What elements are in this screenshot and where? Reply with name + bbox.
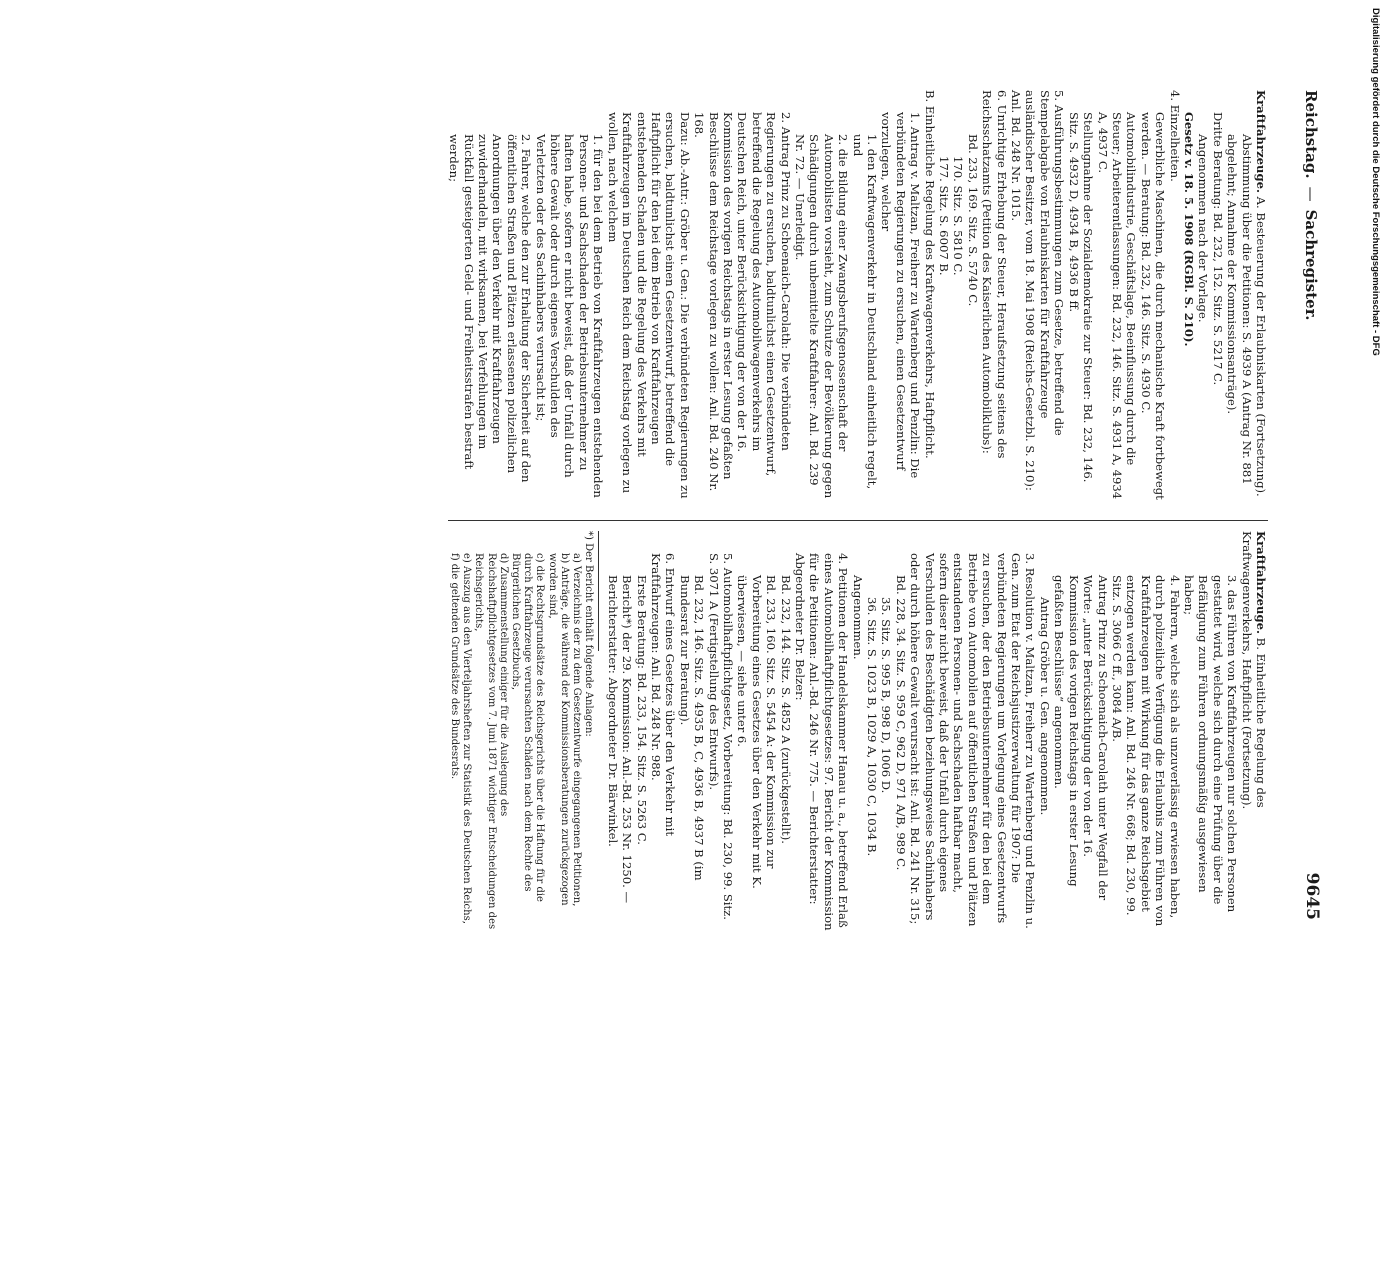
paragraph-text: Gewerbliche Maschinen, die durch mechanische Kraft fortbewegt werden. — Beratung: Bd. 232, 146. Sitz. S. 4930 C. <box>1138 112 1168 500</box>
col2-paragraph <box>735 531 778 931</box>
col2-paragraph <box>605 531 634 931</box>
text-column-left <box>447 90 1268 500</box>
col2-paragraph <box>649 531 678 931</box>
text-column-right-body <box>605 531 1268 931</box>
footnote-item: e) Auszug aus den Vierteljahrsheften zur Statistik des Deutschen Reichs, <box>461 553 473 924</box>
paragraph-text: 4. Einzelheiten. <box>1167 90 1182 182</box>
paragraph-text: 1. den Kraftwagenverkehr in Deutschland einheitlich regelt, und <box>850 134 880 490</box>
col1-paragraph <box>951 90 965 500</box>
paragraph-text: Bd. 232, 144. Sitz. S. 4852 A (zurückgestellt). <box>778 575 793 844</box>
paragraph-text: Antrag Gröber u. Gen. angenommen. <box>1037 597 1052 816</box>
col2-paragraph <box>706 531 735 931</box>
col1-paragraph <box>937 90 951 500</box>
col2-paragraph <box>1239 531 1268 931</box>
paragraph-text: 5. Automobilhaftpflichtgesetz, Vorbereitung: Bd. 230, 99. Sitz. S. 3071 A (Fertigstellung des Entwurfs). <box>706 553 735 920</box>
paragraph-text: Bd. 233, 169. Sitz. S. 5740 C. <box>965 134 980 307</box>
paragraph-text: 2. die Bildung einer Zwangsberufsgenossenschaft der Automobilisten vorsieht, zum Schutze der Bevölkerung gegen Schädigungen durch unbemittelte Kraftfahrer: Anl. Bd. 239 Nr. 72. — Unerledigt. <box>793 134 851 499</box>
col2-paragraph <box>1110 531 1182 931</box>
footnote-item: f) die geltenden Grundsätze des Bundesrats. <box>449 553 461 780</box>
paragraph-text: Antrag Prinz zu Schoenaich-Carolath unter Wegfall der Worte: „unter Berücksichtigung der von der 16. Kommission des vorigen Reichstags in erster Lesung gefaßten Beschlüsse“ angenommen. <box>1052 575 1110 901</box>
footnote-item: c) die Rechtsgrundsätze des Reichsgerichts über die Haftung für die durch Kraftfahrzeuge verursachten Schäden nach dem Rechte des Bürgerlichen Gesetzbuchs, <box>510 553 546 902</box>
paragraph-text: Dazu: Ab.-Antr.: Gröber u. Gen.: Die verbündeten Regierungen zu ersuchen, baldtunlichst einen Gesetzentwurf, betreffend die Haftpflicht für den bei dem Betrieb von Kraftfahrzeugen entstehenden Schaden und die Regelung des Verkehrs mit Kraftfahrzeugen im Deutschen Reich dem Reichstag vorlegen zu wollen, nach welchem <box>605 112 692 499</box>
col2-paragraph <box>634 531 648 931</box>
paragraph-text: 2. Antrag Prinz zu Schoenaich-Carolath: Die verbündeten Regierungen zu ersuchen, baldtunlichst einen Gesetzentwurf, betreffend die Regelung des Automobilwagenverkehrs im Deutschen Reich, unter Berücksichtigung der von der 16. Kommission des vorigen Reichstags in erster Lesung gefaßten Beschlüsse dem Reichstage vorlegen zu wollen: Anl. Bd. 240 Nr. 168. <box>692 112 793 492</box>
page-number: 9645 <box>1302 872 1322 920</box>
paragraph-text: 35. Sitz. S. 995 B, 998 D, 1006 D. <box>879 597 894 794</box>
col1-paragraph <box>1254 90 1268 500</box>
credit-text: Digitalisierung gefördert durch die Deutsche Forschungsgemeinschaft - DFG <box>1370 8 1381 356</box>
paragraph-text: Bd. 233, 160. Sitz. S. 5454 A: der Kommission zur Vorbereitung eines Gesetzes über den Verkehr mit K. überwiesen, — siehe unter 6. <box>735 575 779 889</box>
footnote-item: d) Zusammenstellung einiger für die Auslegung des Reichshaftpflichtgesetzes vom 7. Juni 1871 wichtiger Entscheidungen des Reichsgerichts, <box>473 553 509 930</box>
paragraph-text: Bericht*) der 29. Kommission: Anl.-Bd. 253 Nr. 1250. — Berichterstatter: Abgeordneter Dr. Bärwinkel. <box>605 575 635 904</box>
col1-paragraph <box>793 90 851 500</box>
col2-paragraph <box>850 531 864 931</box>
col1-paragraph <box>879 90 922 500</box>
paragraph-text: Gesetz v. 18. 5. 1908 (RGBl. S. 210). <box>1181 112 1196 347</box>
paragraph-text: B. Einheitliche Regelung des Kraftwagenverkehrs, Haftpflicht. <box>922 90 937 459</box>
page-header <box>1288 90 1332 920</box>
col1-paragraph <box>1009 90 1067 500</box>
footnote-item: b) Anträge, die während der Kommissionsberatungen zurückgezogen worden sind, <box>546 553 570 906</box>
col1-paragraph <box>1167 90 1181 500</box>
col2-paragraph <box>1038 531 1052 931</box>
paragraph-text: B. Einheitliche Regelung des Kraftwagenverkehrs, Haftpflicht (Fortsetzung). <box>1239 531 1268 810</box>
paragraph-text: A. Besteuerung der Erlaubniskarten (Fortsetzung). <box>1254 193 1268 497</box>
col2-paragraph <box>1052 531 1110 931</box>
paragraph-text: 4. Fahrern, welche sich als unzuverlässig erwiesen haben, durch polizeiliche Verfügung die Erlaubnis zum Führen von Kraftfahrzeugen mit Wirkung für das ganze Reichsgebiet entzogen werden kann: Anl. Bd. 246 Nr. 668; Bd. 230, 99. Sitz. S. 3066 C ff., 3084 A/B. <box>1109 575 1182 927</box>
col2-paragraph <box>865 531 879 931</box>
col1-paragraph <box>922 90 936 500</box>
col2-paragraph <box>893 531 907 931</box>
col1-paragraph <box>980 90 1009 500</box>
paragraph-text: 5. Ausführungsbestimmungen zum Gesetze, betreffend die Stempelabgabe von Erlaubniskarten für Kraftfahrzeuge ausländischer Besitzer, vom 18. Mai 1908 (Reichs-Gesetzbl. S. 210): Anl. Bd. 248 Nr. 1015. <box>1009 90 1067 491</box>
running-head-left: Reichstag. <box>1302 90 1320 179</box>
paragraph-text: Angenommen. <box>850 575 865 660</box>
paragraph-text: 1. für den bei dem Betrieb von Kraftfahrzeugen entstehenden Personen- und Sachschaden der Betriebsunternehmer zu haften habe, sofern er nicht beweist, daß der Unfall durch höhere Gewalt oder durch eigenes Verschulden des Verletzten oder des Sachinhabers verursacht ist; <box>533 134 606 498</box>
paragraph-text: Erste Beratung: Bd. 233, 154. Sitz. S. 5263 C. <box>634 575 649 845</box>
col2-paragraph <box>677 531 706 931</box>
entry-heading: Kraftfahrzeuge. <box>1254 90 1268 193</box>
col1-paragraph <box>447 90 533 500</box>
col1-paragraph <box>605 90 691 500</box>
footnotes <box>448 531 594 931</box>
paragraph-text: 36. Sitz. S. 1023 B, 1029 A, 1030 C, 1034 B. <box>865 597 880 857</box>
paragraph-text: 170. Sitz. S. 5810 C. <box>951 156 966 276</box>
paragraph-text: 3. das Führen von Kraftfahrzeugen nur solchen Personen gestattet wird, welche sich durch eine Prüfung über die Befähigung zum Führen ordnungsmäßig ausgewiesen haben; <box>1181 575 1240 913</box>
footnote-divider <box>598 531 599 651</box>
col2-paragraph <box>793 531 851 931</box>
entry-heading: Kraftfahrzeuge. <box>1254 531 1268 634</box>
col1-paragraph <box>850 90 879 500</box>
paragraph-text: 6. Entwurf eines Gesetzes über den Verkehr mit Kraftfahrzeugen: Anl. Bd. 248 Nr. 988. <box>648 553 678 837</box>
col2-paragraph <box>1182 531 1240 931</box>
col2-paragraph <box>908 531 1038 931</box>
running-head <box>1302 90 1320 320</box>
col2-paragraph <box>879 531 893 931</box>
paragraph-text: 1. Antrag v. Maltzan, Freiherr zu Wartenberg und Penzlin: Die verbündeten Regierungen zu ersuchen, einen Gesetzentwurf vorzulegen, welcher <box>879 112 923 479</box>
paragraph-text: 4. Petitionen der Handelskammer Hanau u. a., betreffend Erlaß eines Automobilhaftpflichtgesetzes: 97. Bericht der Kommission für die Petitionen: Anl.-Bd. 246 Nr. 775. — Berichterstatter: Abgeordneter Dr. Belzer: <box>793 553 851 931</box>
paragraph-text: Stellungnahme der Sozialdemokratie zur Steuer: Bd. 232, 146. Sitz. S. 4932 D, 4934 B, 4936 B ff. <box>1066 112 1096 483</box>
paragraph-text: Abstimmung über die Petitionen: S. 4939 A (Antrag Nr. 881 abgelehnt; Annahme der Kommissionsanträge). <box>1225 134 1254 485</box>
col1-paragraph <box>1196 90 1210 500</box>
footnote-item: a) Verzeichnis der zu dem Gesetzentwurfe eingegangenen Petitionen, <box>571 553 583 907</box>
col1-paragraph <box>1210 90 1224 500</box>
col2-paragraph <box>778 531 792 931</box>
footnote-item: *) Der Bericht enthält folgende Anlagen: <box>583 531 595 737</box>
col1-paragraph <box>1182 90 1196 500</box>
text-column-right <box>448 520 1268 931</box>
col1-paragraph <box>692 90 793 500</box>
col1-paragraph <box>1138 90 1167 500</box>
paragraph-text: Dritte Beratung: Bd. 232, 152. Sitz. S. 5217 C. <box>1210 112 1225 386</box>
paragraph-text: 2. Fahrer, welche den zur Erhaltung der Sicherheit auf den öffentlichen Straßen und Plätzen erlassenen polizeilichen Anordnungen über den Verkehr mit Kraftfahrzeugen zuwiderhandeln, mit wirksamen, bei Verfehlungen im Rückfall gesteigerten Geld- und Freiheitsstrafen bestraft werden; <box>447 134 534 483</box>
paragraph-text: Angenommen nach der Vorlage. <box>1196 134 1211 323</box>
col1-paragraph <box>533 90 605 500</box>
digitization-credit <box>1365 8 1381 992</box>
paragraph-text: 6. Unrichtige Erhebung der Steuer, Heraufsetzung seitens des Reichsschatzamts (Petition des Kaiserlichen Automobilklubs): <box>980 90 1009 459</box>
col1-paragraph <box>1095 90 1138 500</box>
paragraph-text: 177. Sitz. S. 6007 B. <box>937 156 952 276</box>
paragraph-text: Automobilindustrie, Geschäftslage, Beeinflussung durch die Steuer; Arbeiterentlassungen: Bd. 232, 146. Sitz. S. 4931 A, 4934 A, 4937 C. <box>1095 112 1139 500</box>
paragraph-text: Bd. 232, 146. Sitz. S. 4935 B, C, 4936 B, 4937 B (im Bundesrat zur Beratung). <box>677 575 707 881</box>
col1-paragraph <box>1225 90 1254 500</box>
running-head-center: Sachregister. <box>1302 209 1320 321</box>
paragraph-text: Bd. 228, 34. Sitz. S. 959 C, 962 D, 971 A/B, 989 C. <box>893 575 908 871</box>
col1-paragraph <box>1066 90 1095 500</box>
paragraph-text: 3. Resolution v. Maltzan, Freiherr zu Wartenberg und Penzlin u. Gen. zum Etat der Reichsjustizverwaltung für 1907: Die verbündeten Regierungen um Vorlegung eines Gesetzentwurfs zu ersuchen, der den Betriebsunternehmer für den bei dem Betriebe von Automobilen auf öffentlichen Straßen und Plätzen entstandenen Personen- und Sachschaden haftbar macht, sofern dieser nicht beweist, daß der Unfall durch eigenes Verschulden des Beschädigten beziehungsweise Sachinhabers oder durch höhere Gewalt verursacht ist: Anl. Bd. 241 Nr. 315; <box>908 553 1038 929</box>
running-head-dash: — <box>1302 186 1320 202</box>
col1-paragraph <box>965 90 979 500</box>
